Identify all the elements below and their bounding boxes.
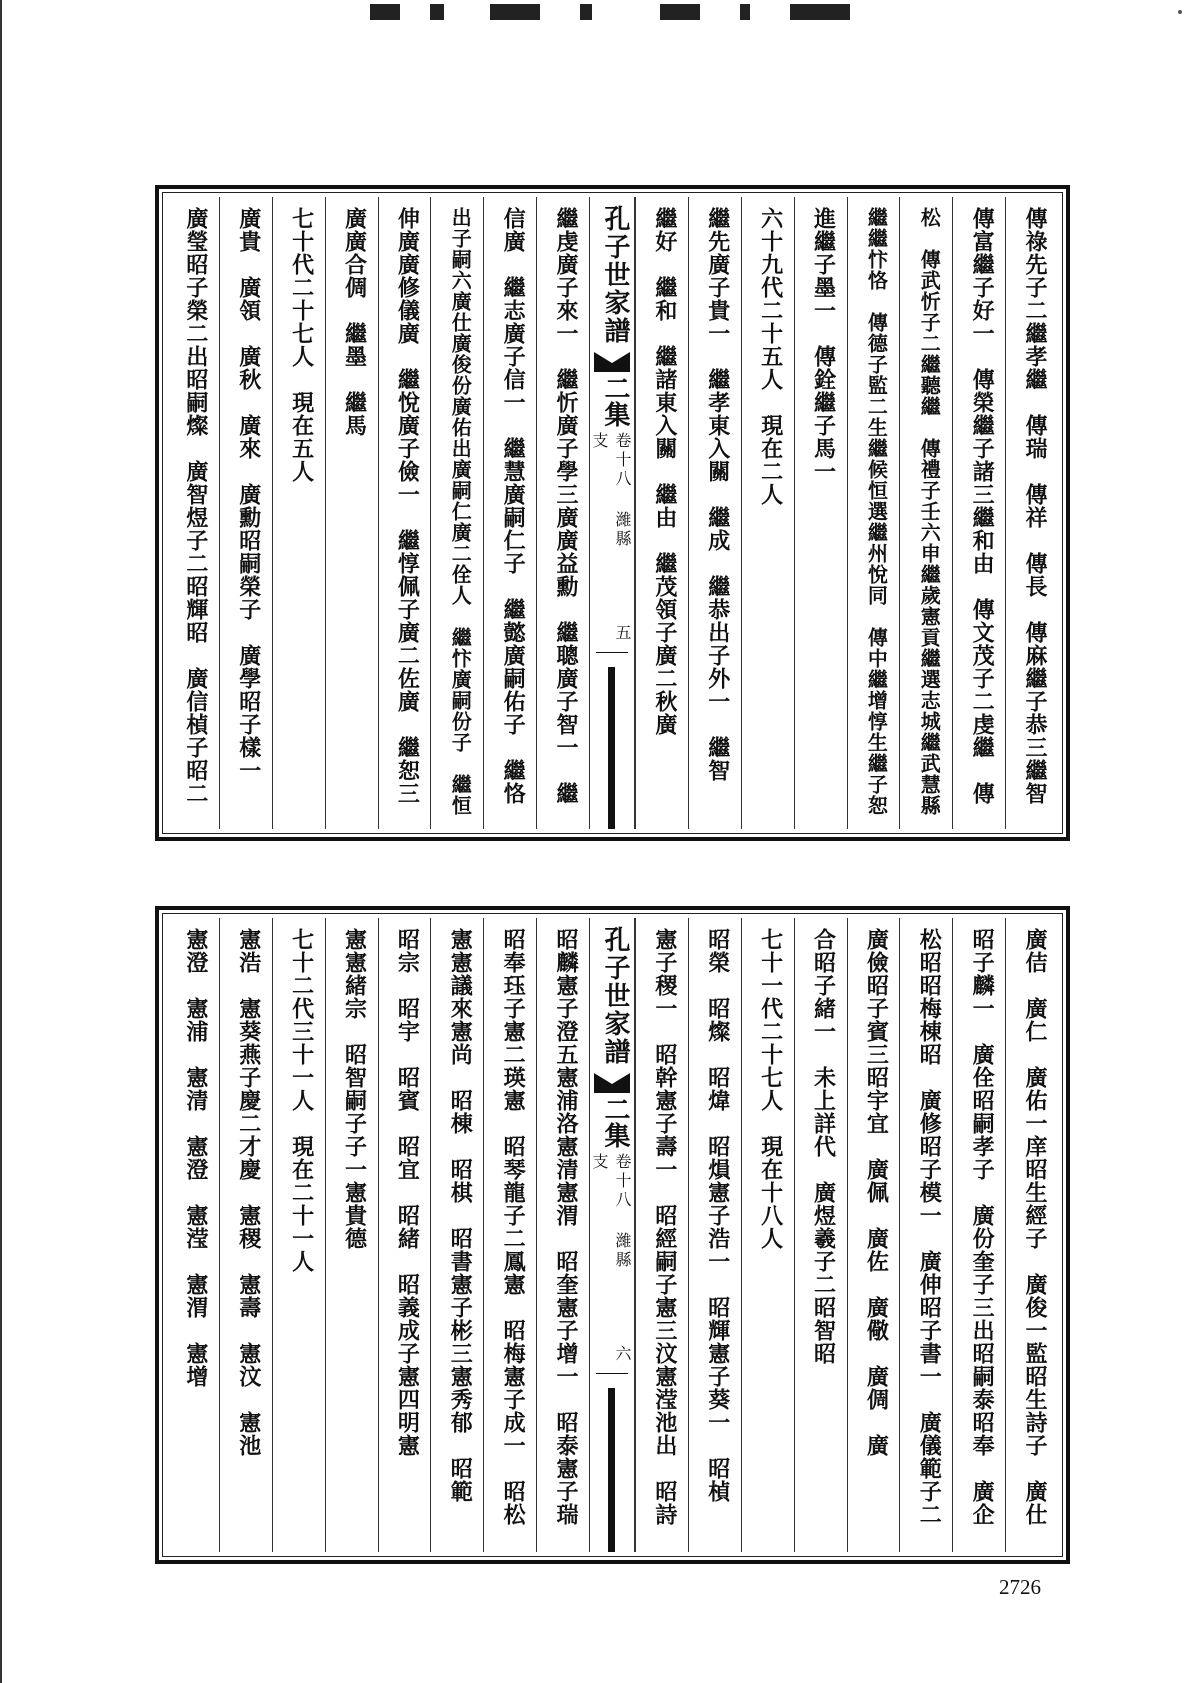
column-text: 昭榮 昭燦 昭煒 昭熉憲子浩一 昭輝憲子葵一 昭楨 (704, 928, 731, 1503)
column-text: 繼繼忭恪 傳德子監二生繼候恒選繼州悅同 傳中繼增惇生繼子恕 (864, 207, 889, 816)
column-text: 昭奉珏子憲二瑛憲 昭琴龍子二鳳憲 昭梅憲子成一 昭松 (500, 928, 527, 1526)
text-column (430, 918, 483, 1552)
text-column (483, 918, 536, 1552)
page-center-strip (589, 197, 635, 829)
column-text: 傳富繼子好一 傳榮繼子諸三繼和由 傳文茂子二虔繼 傳 (969, 207, 996, 805)
text-column (536, 197, 589, 829)
generation-heading (741, 197, 794, 829)
leaf-number: 五 (613, 624, 632, 640)
fish-tail-mark (594, 352, 630, 372)
text-column (430, 197, 483, 829)
column-text: 繼虔廣子來一 繼忻廣子學三廣廣益勳 繼聰廣子智一 繼 (553, 207, 579, 805)
text-column (219, 918, 272, 1552)
text-column (536, 918, 589, 1552)
column-text: 廣佶 廣仁 廣佑一庠昭生經子 廣俊一監昭生詩子 廣仕 (1022, 928, 1048, 1526)
text-column (167, 918, 219, 1552)
column-text: 繼好 繼和 繼諸東入關 繼由 繼茂領子廣二秋廣 (651, 207, 678, 736)
text-column (1005, 918, 1058, 1552)
column-text: 憲憲議來憲尚 昭棟 昭棋 昭書憲子彬三憲秀郁 昭範 (447, 928, 474, 1503)
page-number: 2726 (999, 1575, 1041, 1599)
column-text: 廣廣合倜 繼墨 繼馬 (341, 207, 368, 437)
text-column (378, 197, 431, 829)
page-center-strip (589, 918, 635, 1552)
generation-text: 七十代二十七人 現在五人 (288, 207, 315, 483)
text-column (688, 918, 741, 1552)
text-column (847, 918, 900, 1552)
text-column (167, 197, 219, 829)
scan-left-edge (0, 0, 2, 1683)
series-label: 二集 (600, 375, 630, 427)
leaf-number: 六 (613, 1345, 632, 1361)
text-column (899, 197, 952, 829)
genealogy-page-6 (155, 906, 1070, 1564)
column-text: 憲子稷一 昭幹憲子壽一 昭經嗣子憲三汶憲滢池出 昭詩 (651, 928, 678, 1526)
book-title: 孔子世家譜 (600, 926, 630, 1066)
column-text: 松 傳武忻子二繼聽繼 傳禮子壬六申繼歲憲貢繼選志城繼武慧縣 (917, 207, 942, 816)
column-text: 昭子麟一 廣佺昭嗣孝子 廣份奎子三出昭嗣泰昭奉 廣企 (969, 928, 996, 1526)
column-text: 合昭子緒一 未上詳代 廣煜羲子二昭智昭 (810, 928, 837, 1365)
column-text: 憲憲緒宗 昭智嗣子子一憲貴德 (341, 928, 368, 1250)
generation-text: 七十二代三十一人 現在二十一人 (288, 928, 315, 1273)
generation-text: 七十一代二十七人 現在十八人 (757, 928, 784, 1250)
text-column (794, 918, 847, 1552)
fish-tail-mark (594, 1073, 630, 1093)
column-text: 昭宗 昭宇 昭賓 昭宜 昭緒 昭義成子憲四明憲 (394, 928, 421, 1457)
column-text: 松昭昭梅棟昭 廣修昭子模一 廣伸昭子書一 廣儀範子二 (916, 928, 943, 1526)
column-text: 信廣 繼志廣子信一 繼慧廣嗣仁子 繼懿廣嗣佑子 繼恪 (500, 207, 527, 805)
text-column (483, 197, 536, 829)
text-column (688, 197, 741, 829)
center-thick-rule (608, 1388, 615, 1552)
column-text: 廣儉昭子賓三昭宇宜 廣佩 廣佐 廣儆 廣倜 廣 (863, 928, 890, 1457)
generation-text: 六十九代二十五人 現在二人 (757, 207, 784, 506)
text-column (1005, 197, 1058, 829)
column-text: 出子嗣六廣仕廣俊份廣佑出廣嗣仁廣二佺人 繼忭廣嗣份子 繼恒 (448, 207, 473, 816)
column-text: 憲浩 憲葵燕子慶二才慶 憲稷 憲壽 憲汶 憲池 (235, 928, 262, 1457)
column-text: 繼先廣子貴一 繼孝東入關 繼成 繼恭出子外一 繼智 (704, 207, 731, 782)
scan-speck (1178, 10, 1182, 14)
column-text: 伸廣廣修儀廣 繼悅廣子儉一 繼惇佩子廣二佐廣 繼恕三 (394, 207, 421, 805)
text-column (899, 918, 952, 1552)
column-text: 傳祿先子二繼孝繼 傳瑞 傳祥 傳長 傳麻繼子恭三繼智 (1022, 207, 1048, 805)
column-text: 廣瑩昭子榮二出昭嗣燦 廣智煜子二昭輝昭 廣信楨子昭二 (182, 207, 209, 805)
text-column (847, 197, 900, 829)
genealogy-page-5 (155, 185, 1070, 841)
column-text: 進繼子墨一 傳銓繼子馬一 (810, 207, 837, 483)
generation-heading (272, 197, 325, 829)
column-text: 廣貴 廣領 廣秋 廣來 廣勳昭嗣榮子 廣學昭子樣一 (235, 207, 262, 782)
column-text: 昭麟憲子澄五憲浦洛憲清憲渭 昭奎憲子增一 昭泰憲子瑞 (553, 928, 579, 1526)
text-column (635, 918, 688, 1552)
generation-heading (741, 918, 794, 1552)
text-column (635, 197, 688, 829)
text-column (378, 918, 431, 1552)
series-label: 二集 (600, 1096, 630, 1148)
text-column (952, 918, 1005, 1552)
book-title: 孔子世家譜 (600, 205, 630, 345)
text-column (219, 197, 272, 829)
center-rule (596, 1373, 628, 1374)
text-column (325, 197, 378, 829)
center-rule (596, 652, 628, 653)
center-thick-rule (608, 667, 615, 829)
column-text: 憲澄 憲浦 憲清 憲澄 憲滢 憲渭 憲增 (182, 928, 209, 1388)
generation-heading (272, 918, 325, 1552)
text-column (325, 918, 378, 1552)
volume-label: 卷十八 濰縣支 (590, 432, 632, 549)
scan-top-artifact (360, 0, 880, 22)
volume-label: 卷十八 濰縣支 (590, 1153, 632, 1270)
text-column (952, 197, 1005, 829)
text-column (794, 197, 847, 829)
